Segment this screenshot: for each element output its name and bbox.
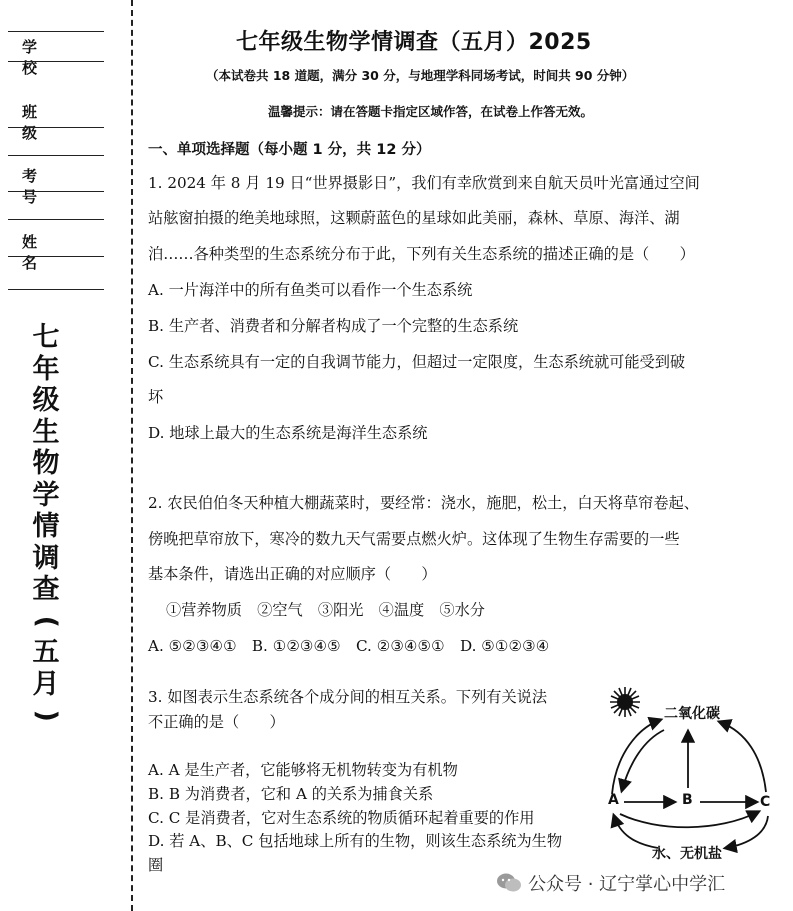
exam-info: （本试卷共 18 道题，满分 30 分，与地理学科同场考试，时间共 90 分钟）: [206, 68, 635, 83]
answer-tip: 温馨提示：请在答题卡指定区域作答，在试卷上作答无效。: [268, 104, 594, 119]
diagram-a-label: A: [608, 792, 619, 808]
q1-option-b: B. 生产者、消费者和分解者构成了一个完整的生态系统: [148, 317, 519, 335]
q2-stem-line: 2. 农民伯伯冬天种植大棚蔬菜时，要经常：浇水，施肥，松土，白天将草帘卷起、: [148, 494, 699, 512]
section-heading: 一、单项选择题（每小题 1 分，共 12 分）: [148, 142, 431, 158]
page-title: 七年级生物学情调查（五月）2025: [236, 30, 592, 55]
field-divider: [8, 289, 104, 290]
q2-options: A. ⑤②③④① B. ①②③④⑤ C. ②③④⑤① D. ⑤①②③④: [148, 637, 550, 655]
q3-option-c: C. C 是消费者，它对生态系统的物质循环起着重要的作用: [148, 809, 535, 827]
q1-stem-line: 1. 2024 年 8 月 19 日“世界摄影日”，我们有幸欣赏到来自航天员叶光富通过空间: [148, 174, 700, 192]
exam-number-label: 考号: [22, 167, 64, 206]
class-label: 班级: [22, 103, 64, 142]
q1-option-c-cont: 坏: [148, 388, 164, 406]
q2-stem-line: 傍晚把草帘放下，寒冷的数九天气需要点燃火炉。这体现了生物生存需要的一些: [148, 530, 680, 548]
watermark: [496, 870, 725, 896]
side-title-char: 月: [32, 668, 60, 700]
q1-option-c: C. 生态系统具有一定的自我调节能力，但超过一定限度，生态系统就可能受到破: [148, 353, 686, 371]
name-field[interactable]: [8, 256, 104, 257]
sun-icon: [610, 687, 640, 717]
q1-option-d: D. 地球上最大的生态系统是海洋生态系统: [148, 424, 428, 442]
name-label: 姓名: [22, 233, 64, 272]
binding-dashed-line: [131, 0, 133, 911]
school-field[interactable]: [8, 61, 104, 62]
side-title-char: 学: [32, 479, 60, 511]
side-title-char: 调: [32, 542, 60, 574]
side-title-char: 查: [32, 574, 60, 605]
q3-option-b: B. B 为消费者，它和 A 的关系为捕食关系: [148, 785, 434, 803]
class-field[interactable]: [8, 127, 104, 128]
diagram-b-label: B: [682, 792, 693, 808]
side-title-char: 级: [32, 385, 60, 416]
side-title-char: ): [30, 709, 62, 722]
arrow-co2-to-a: [622, 730, 664, 790]
field-divider: [8, 31, 104, 32]
q1-stem-line: 站舷窗拍摄的绝美地球照，这颗蔚蓝色的星球如此美丽，森林、草原、海洋、湖: [148, 209, 680, 227]
side-title-char: 情: [32, 511, 60, 542]
q1-option-a: A. 一片海洋中的所有鱼类可以看作一个生态系统: [148, 281, 473, 299]
q3-option-a: A. A 是生产者，它能够将无机物转变为有机物: [148, 761, 458, 779]
q3-option-d: D. 若 A、B、C 包括地球上所有的生物，则该生态系统为生物: [148, 832, 563, 850]
side-title-char: 生: [32, 416, 60, 448]
diagram-c-label: C: [760, 794, 771, 810]
q2-stem-line: 基本条件，请选出正确的对应顺序（ ）: [148, 565, 437, 583]
exam-number-field[interactable]: [8, 191, 104, 192]
q3-option-d-cont: 圈: [148, 856, 164, 874]
diagram-co2-label: 二氧化碳: [664, 706, 720, 722]
side-title-char: 物: [32, 448, 60, 479]
side-title-char: 七: [32, 322, 60, 353]
q1-stem-line: 泊……各种类型的生态系统分布于此，下列有关生态系统的描述正确的是（ ）: [148, 245, 695, 263]
field-divider: [8, 219, 104, 220]
field-divider: [8, 155, 104, 156]
side-title-char: 五: [32, 637, 60, 668]
arrow-c-to-co2: [720, 722, 766, 792]
q3-stem-line: 3. 如图表示生态系统各个成分间的相互关系。下列有关说法: [148, 688, 548, 706]
arrow-a-to-c: [620, 812, 758, 827]
side-exam-title: [26, 322, 66, 732]
watermark-text: 公众号 · 辽宁掌心中学汇: [528, 874, 726, 895]
diagram-water-label: 水、无机盐: [652, 846, 722, 862]
side-title-char: (: [30, 615, 62, 628]
wechat-icon: [496, 872, 522, 894]
side-title-char: 年: [32, 353, 60, 385]
q2-items: ①营养物质 ②空气 ③阳光 ④温度 ⑤水分: [166, 601, 485, 619]
school-label: 学校: [22, 38, 64, 77]
q3-stem-line: 不正确的是（ ）: [148, 713, 285, 731]
